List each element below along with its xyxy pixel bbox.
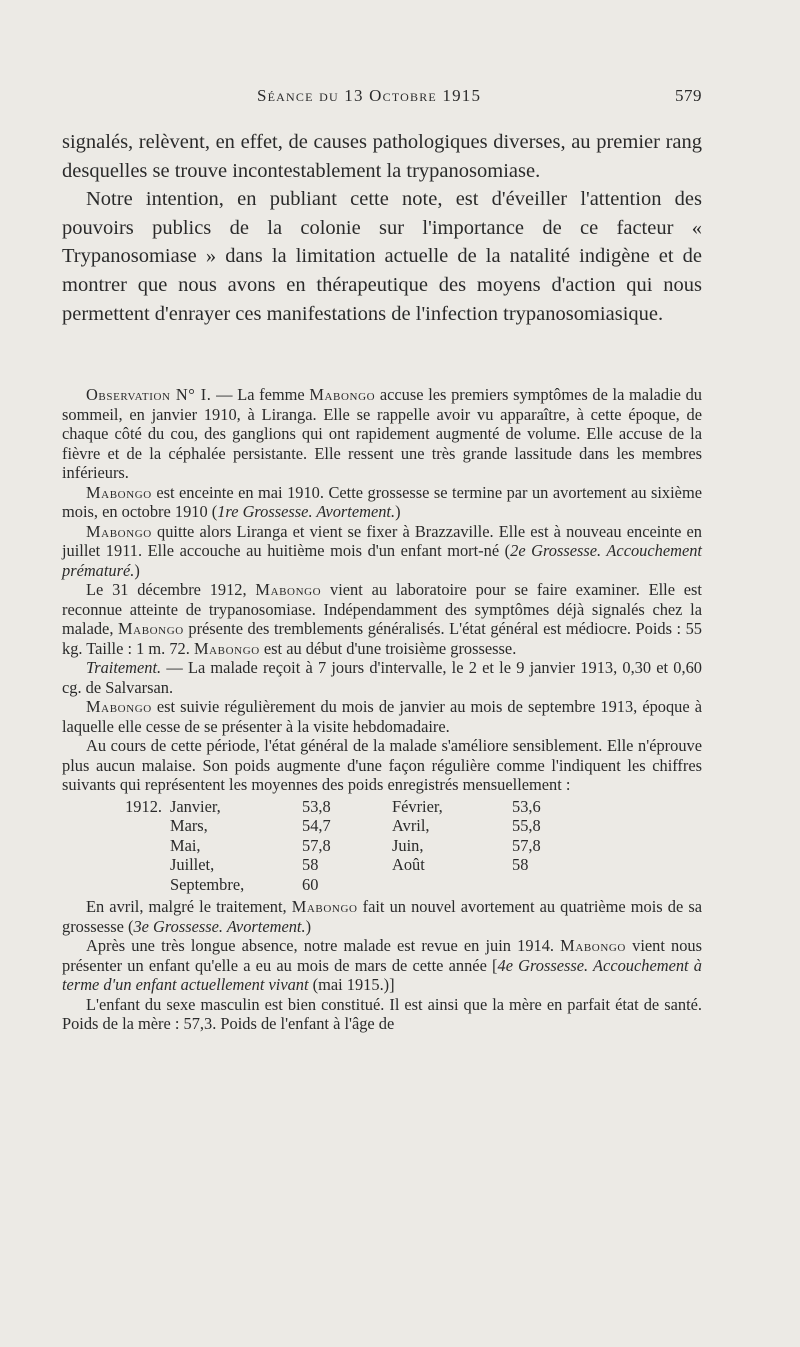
table-cell: 58 xyxy=(512,855,529,874)
patient-name: Mabongo xyxy=(117,619,184,638)
text-run: quitte alors Liranga et vient se fixer à Brazzaville. Elle est à nouveau enceinte en juillet 1911. Elle accouche au huitième mois d'un enfant mort-né ( xyxy=(62,521,702,560)
text-run: vient nous présenter un enfant qu'elle a eu au mois de mars de cette année [ xyxy=(62,936,702,975)
text-run: est suivie régulièrement du mois de janvier au mois de septembre 1913, époque à laquelle elle cesse de se présenter à la visite hebdomadaire. xyxy=(62,697,702,736)
italic-run: 1re Grossesse. Avortement. xyxy=(217,502,396,521)
observation-paragraph-2 xyxy=(62,483,702,522)
table-year: 1912. xyxy=(125,796,162,816)
patient-name: Mabongo xyxy=(86,482,152,502)
text-run: ) xyxy=(395,502,401,521)
table-cell: 57,8 xyxy=(302,835,331,855)
text-run: accuse les premiers symptômes de la maladie du sommeil, en janvier 1910, à Liranga. Elle se rappelle avoir vu apparaître, à cette époque, de chaque côté du cou, des ganglions qui ont rapidement augmenté de volume. Elle accuse de la fièvre et de la céphalée persistante. Elle ressent une très grande lassitude dans les membres inférieurs. xyxy=(62,385,702,482)
table-cell: 60 xyxy=(302,874,319,894)
header-title: Séance du 13 Octobre 1915 xyxy=(257,86,482,105)
observation-label: Observation N° I. xyxy=(86,385,212,404)
text-run: — La malade reçoit à 7 jours d'intervalle, le 2 et le 9 janvier 1913, 0,30 et 0,60 cg. de Salvarsan. xyxy=(62,658,702,697)
table-cell: 54,7 xyxy=(302,816,331,835)
observation-paragraph-7: Au cours de cette période, l'état général de la malade s'améliore sensiblement. Elle n'éprouve plus aucun malaise. Son poids augmente d'une façon régulière comme l'indiquent les chiffres suivants qui représentent les moyennes des poids enregistrés mensuellement : xyxy=(62,736,702,794)
paragraph-2: Notre intention, en publiant cette note, est d'éveiller l'attention des pouvoirs publics de la colonie sur l'importance de ce facteur « Trypanosomiase » dans la limitation actuelle de la natalité indigène et de montrer que nous avons en thérapeutique des moyens d'action qui nous permettent d'enrayer ces manifestations de l'infection trypanosomiasique. xyxy=(62,188,702,325)
text-run: ) xyxy=(305,916,312,936)
observation-paragraph-6 xyxy=(62,697,702,736)
table-cell: 55,8 xyxy=(512,816,541,835)
text-run: En avril, malgré le traitement, xyxy=(86,897,292,916)
table-cell: Mai, xyxy=(170,835,201,855)
observation-paragraph-1 xyxy=(62,385,702,483)
table-cell xyxy=(392,875,512,895)
observation-section xyxy=(62,385,702,1034)
table-cell: Avril, xyxy=(392,816,430,835)
table-cell: Mars, xyxy=(170,816,208,835)
table-cell: Septembre, xyxy=(170,874,245,894)
italic-run: 2e Grossesse. Accouchement prématuré. xyxy=(62,541,702,580)
observation-paragraph-5 xyxy=(62,658,702,697)
text-run: Le 31 décembre 1912, xyxy=(86,580,256,599)
table-cell: 57,8 xyxy=(512,835,541,855)
table-cell: Juin, xyxy=(392,835,424,855)
text-run: ) xyxy=(134,560,140,580)
table-row xyxy=(62,836,572,856)
patient-name: Mabongo xyxy=(560,936,626,955)
text-run: Après une très longue absence, notre malade est revue en juin 1914. xyxy=(86,936,561,955)
observation-paragraph-10: L'enfant du sexe masculin est bien constitué. Il est ainsi que la mère en parfait état de santé. Poids de la mère : 57,3. Poids de l'enfant à l'âge de xyxy=(62,994,702,1033)
table-row xyxy=(62,875,572,895)
table-row xyxy=(62,855,572,875)
table-cell: Février, xyxy=(392,796,443,816)
text-run: est enceinte en mai 1910. Cette grossesse se termine par un avortement au sixième mois, en octobre 1910 ( xyxy=(62,482,702,521)
text-run: — La femme xyxy=(211,385,310,404)
patient-name: Mabongo xyxy=(291,897,358,916)
patient-name: Mabongo xyxy=(86,697,152,716)
italic-run: 4e Grossesse. Accouchement à terme d'un enfant actuellement vivant xyxy=(62,955,702,994)
table-cell: 58 xyxy=(302,855,319,874)
patient-name: Mabongo xyxy=(255,580,322,599)
weights-table xyxy=(62,797,572,895)
table-row xyxy=(62,816,572,836)
table-cell: 53,6 xyxy=(512,796,541,816)
table-cell xyxy=(512,875,572,895)
patient-name: Mabongo xyxy=(193,638,260,658)
text-run: vient au laboratoire pour se faire examiner. Elle est reconnue atteinte de trypanosomiase. Indépendamment des symptômes déjà signalés chez la malade, xyxy=(62,580,702,638)
table-row xyxy=(62,797,572,817)
text-run: (mai 1915.)] xyxy=(308,975,395,994)
page-number: 579 xyxy=(675,86,702,105)
table-cell: Août xyxy=(392,855,425,874)
body-text xyxy=(62,128,702,328)
text-run: fait un nouvel avortement au quatrième mois de sa grossesse ( xyxy=(62,897,702,936)
italic-run: Traitement. xyxy=(86,658,162,677)
text-run: présente des tremblements généralisés. L'état général est médiocre. Poids : 55 kg. Taille : 1 m. 72. xyxy=(62,619,702,658)
table-cell: 53,8 xyxy=(302,796,331,816)
observation-paragraph-9 xyxy=(62,936,702,995)
paragraph-1: signalés, relèvent, en effet, de causes pathologiques diverses, au premier rang desquelles se trouve incontestablement la trypanosomiase. xyxy=(62,131,702,182)
running-header xyxy=(62,86,702,116)
patient-name: Mabongo xyxy=(86,521,152,541)
text-run: est au début d'une troisième grossesse. xyxy=(259,638,517,658)
table-cell: Janvier, xyxy=(170,796,221,816)
observation-paragraph-8 xyxy=(62,897,702,936)
table-cell: Juillet, xyxy=(170,855,215,874)
patient-name: Mabongo xyxy=(309,385,376,404)
observation-paragraph-3 xyxy=(62,522,702,581)
observation-paragraph-4 xyxy=(62,580,702,658)
italic-run: 3e Grossesse. Avortement. xyxy=(133,916,306,936)
